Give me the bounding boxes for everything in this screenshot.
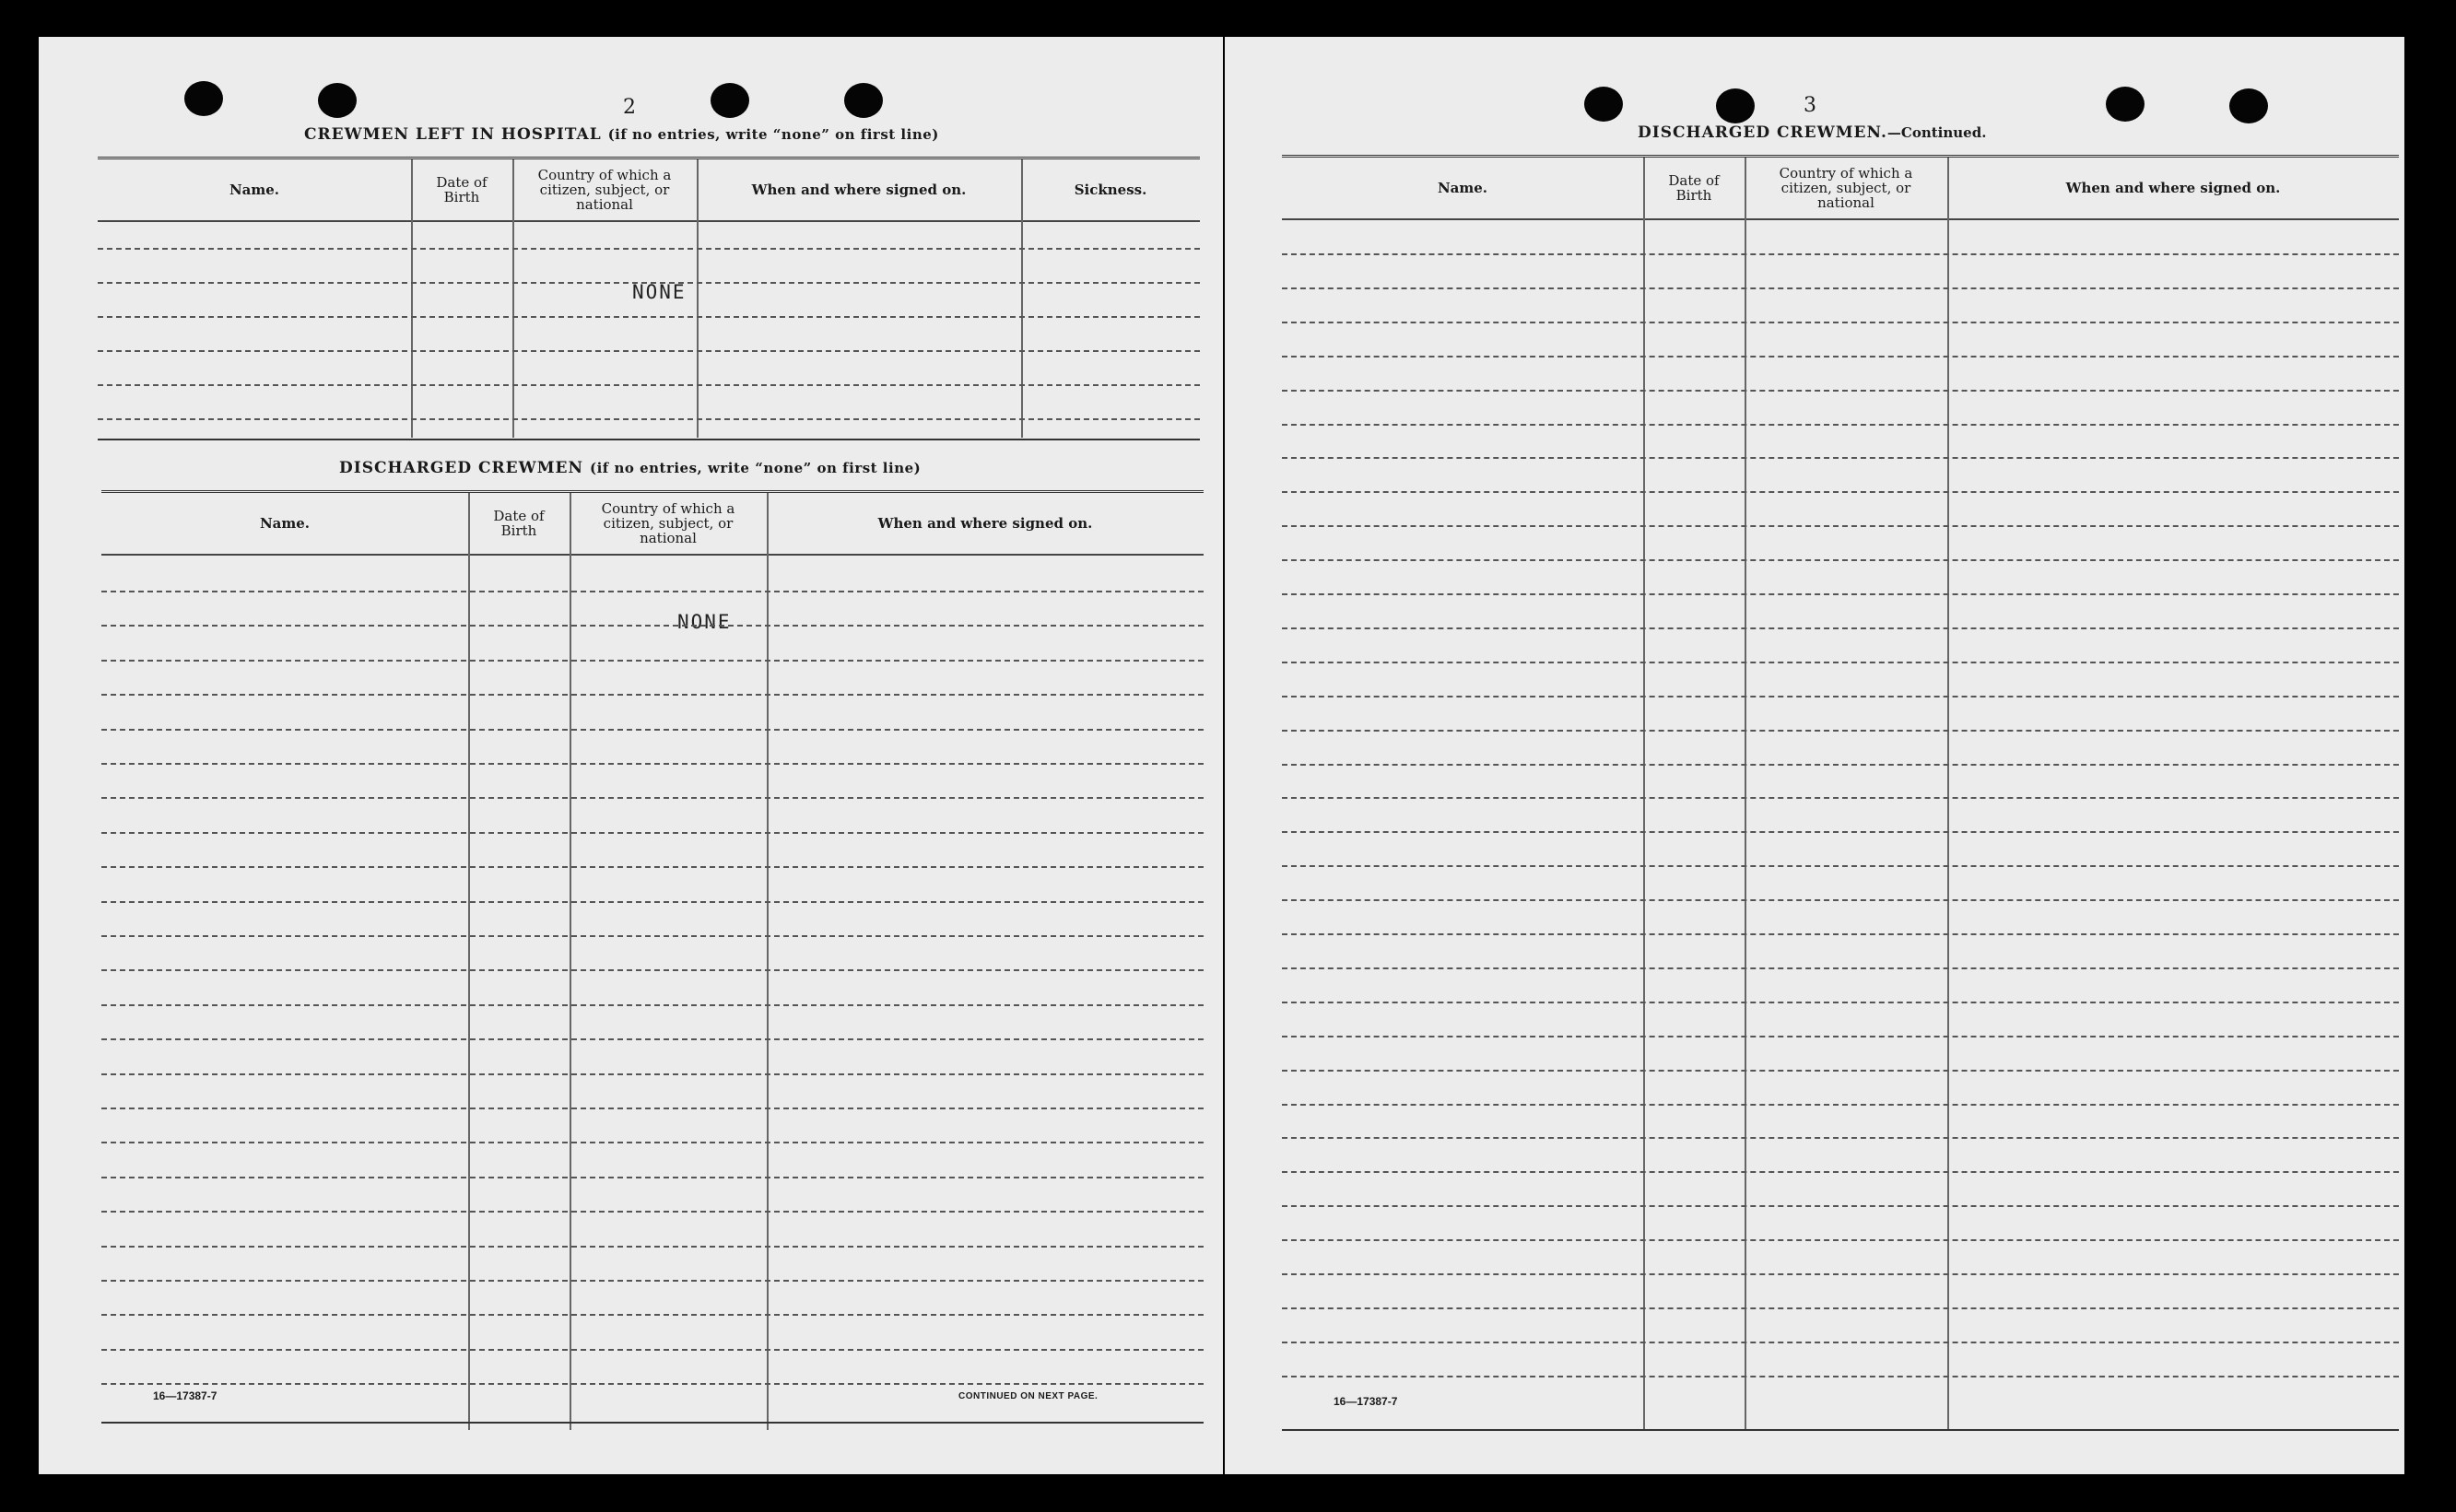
row-line	[1282, 730, 2399, 732]
row-line	[1282, 457, 2399, 459]
row-line	[1282, 1273, 2399, 1275]
row-line	[101, 660, 1204, 662]
row-line	[1282, 865, 2399, 867]
row-line	[101, 832, 1204, 834]
row-line	[1282, 525, 2399, 527]
row-line	[101, 694, 1204, 696]
row-line	[98, 350, 1200, 352]
row-line	[1282, 1036, 2399, 1037]
row-line	[101, 763, 1204, 765]
row-line	[101, 901, 1204, 903]
page-number: 3	[1804, 94, 1816, 117]
column-header-country	[1745, 158, 1947, 218]
row-line	[101, 1383, 1204, 1385]
row-line	[1282, 696, 2399, 697]
row-line	[101, 1280, 1204, 1282]
row-line	[101, 1177, 1204, 1178]
hospital-subtitle-text: (if no entries, write “none” on first line)	[607, 126, 939, 143]
column-header-country	[512, 159, 697, 220]
row-line	[1282, 797, 2399, 799]
row-line	[101, 591, 1204, 592]
column-header-date-of-birth-text: Date of Birth	[436, 174, 488, 205]
page-number: 2	[623, 96, 636, 119]
punch-hole	[844, 83, 883, 118]
row-line	[1282, 322, 2399, 323]
row-line	[101, 1211, 1204, 1213]
row-line	[101, 1004, 1204, 1006]
punch-hole	[2229, 88, 2268, 123]
row-line	[1282, 1307, 2399, 1309]
column-header-country-text: Country of which a citizen, subject, or national	[601, 500, 735, 546]
row-line	[98, 248, 1200, 250]
form-code: 16—17387-7	[1334, 1395, 1398, 1408]
row-line	[101, 1246, 1204, 1248]
column-header-country-text: Country of which a citizen, subject, or national	[1779, 165, 1913, 211]
column-header-country-text: Country of which a citizen, subject, or national	[537, 167, 672, 213]
row-line	[98, 384, 1200, 386]
row-line	[101, 1038, 1204, 1040]
row-line	[101, 1108, 1204, 1109]
row-line	[1282, 899, 2399, 901]
row-line	[101, 969, 1204, 971]
row-line	[98, 316, 1200, 318]
column-header-signed-on: When and where signed on.	[877, 514, 1093, 532]
row-line	[1282, 491, 2399, 493]
column-header-signed-on: When and where signed on.	[2065, 179, 2281, 196]
row-line	[1282, 662, 2399, 663]
punch-hole	[711, 83, 749, 118]
hospital-section-title	[304, 125, 939, 144]
row-line	[98, 282, 1200, 284]
column-header-date-of-birth-text: Date of Birth	[1668, 172, 1720, 204]
discharged-continued-subtitle-text: —Continued.	[1886, 124, 1987, 141]
row-line	[1282, 933, 2399, 935]
column-divider	[468, 493, 470, 1430]
row-line	[101, 1314, 1204, 1316]
row-line	[1282, 1002, 2399, 1003]
punch-hole	[1716, 88, 1755, 123]
row-line	[1282, 967, 2399, 969]
row-line	[1282, 253, 2399, 255]
row-line	[1282, 593, 2399, 595]
row-line	[1282, 764, 2399, 766]
column-header-name: Name.	[1437, 179, 1488, 196]
discharged-table	[101, 490, 1204, 1430]
form-code: 16—17387-7	[153, 1389, 217, 1402]
row-line	[101, 729, 1204, 731]
row-line	[101, 866, 1204, 868]
row-line	[101, 1073, 1204, 1075]
row-line	[1282, 559, 2399, 561]
row-line	[1282, 1070, 2399, 1072]
row-line	[1282, 390, 2399, 392]
form-page-right	[1225, 37, 2404, 1474]
table-header	[1282, 158, 2399, 220]
row-line	[1282, 1205, 2399, 1207]
table-bottom-rule	[1282, 1429, 2399, 1431]
row-line	[1282, 1104, 2399, 1106]
row-line	[1282, 1171, 2399, 1173]
punch-hole	[2106, 87, 2145, 122]
row-line	[1282, 1239, 2399, 1241]
column-header-name: Name.	[229, 181, 280, 198]
hospital-table	[98, 157, 1200, 438]
row-line	[101, 1349, 1204, 1351]
discharged-subtitle-text: (if no entries, write “none” on first line)	[589, 460, 922, 476]
row-line	[101, 797, 1204, 799]
column-divider	[697, 159, 699, 438]
column-header-date-of-birth	[468, 493, 570, 554]
column-header-date-of-birth-text: Date of Birth	[493, 508, 545, 539]
discharged-title-text: DISCHARGED CREWMEN	[339, 459, 584, 477]
table-bottom-rule	[98, 439, 1200, 440]
hospital-title-text: CREWMEN LEFT IN HOSPITAL	[304, 125, 602, 144]
column-header-country	[570, 493, 767, 554]
row-line	[1282, 356, 2399, 357]
punch-hole	[184, 81, 223, 116]
row-line	[1282, 627, 2399, 629]
column-header-sickness: Sickness.	[1074, 181, 1147, 198]
discharged-entry-none: NONE	[677, 611, 732, 633]
table-bottom-rule	[101, 1422, 1204, 1424]
row-line	[1282, 424, 2399, 426]
column-divider	[767, 493, 769, 1430]
table-header	[98, 159, 1200, 222]
column-divider	[1021, 159, 1023, 438]
column-divider	[512, 159, 514, 438]
discharged-section-title	[339, 459, 921, 477]
table-header	[101, 493, 1204, 556]
row-line	[101, 1142, 1204, 1143]
form-page-left	[39, 37, 1223, 1474]
row-line	[1282, 1376, 2399, 1377]
row-line	[1282, 831, 2399, 833]
continued-note: CONTINUED ON NEXT PAGE.	[958, 1391, 1099, 1401]
row-line	[1282, 287, 2399, 289]
column-header-signed-on: When and where signed on.	[751, 181, 967, 198]
discharged-continued-title-text: DISCHARGED CREWMEN.	[1638, 123, 1887, 142]
discharged-continued-table	[1282, 155, 2399, 1430]
column-header-date-of-birth	[1643, 158, 1745, 218]
row-line	[101, 625, 1204, 627]
punch-hole	[318, 83, 357, 118]
row-line	[101, 935, 1204, 937]
punch-hole	[1584, 87, 1623, 122]
discharged-continued-title	[1638, 123, 1986, 142]
row-line	[98, 418, 1200, 420]
column-divider	[411, 159, 413, 438]
row-line	[1282, 1342, 2399, 1343]
row-line	[1282, 1137, 2399, 1139]
column-divider	[570, 493, 571, 1430]
column-header-date-of-birth	[411, 159, 512, 220]
column-header-name: Name.	[259, 514, 311, 532]
hospital-entry-none: NONE	[632, 281, 687, 303]
